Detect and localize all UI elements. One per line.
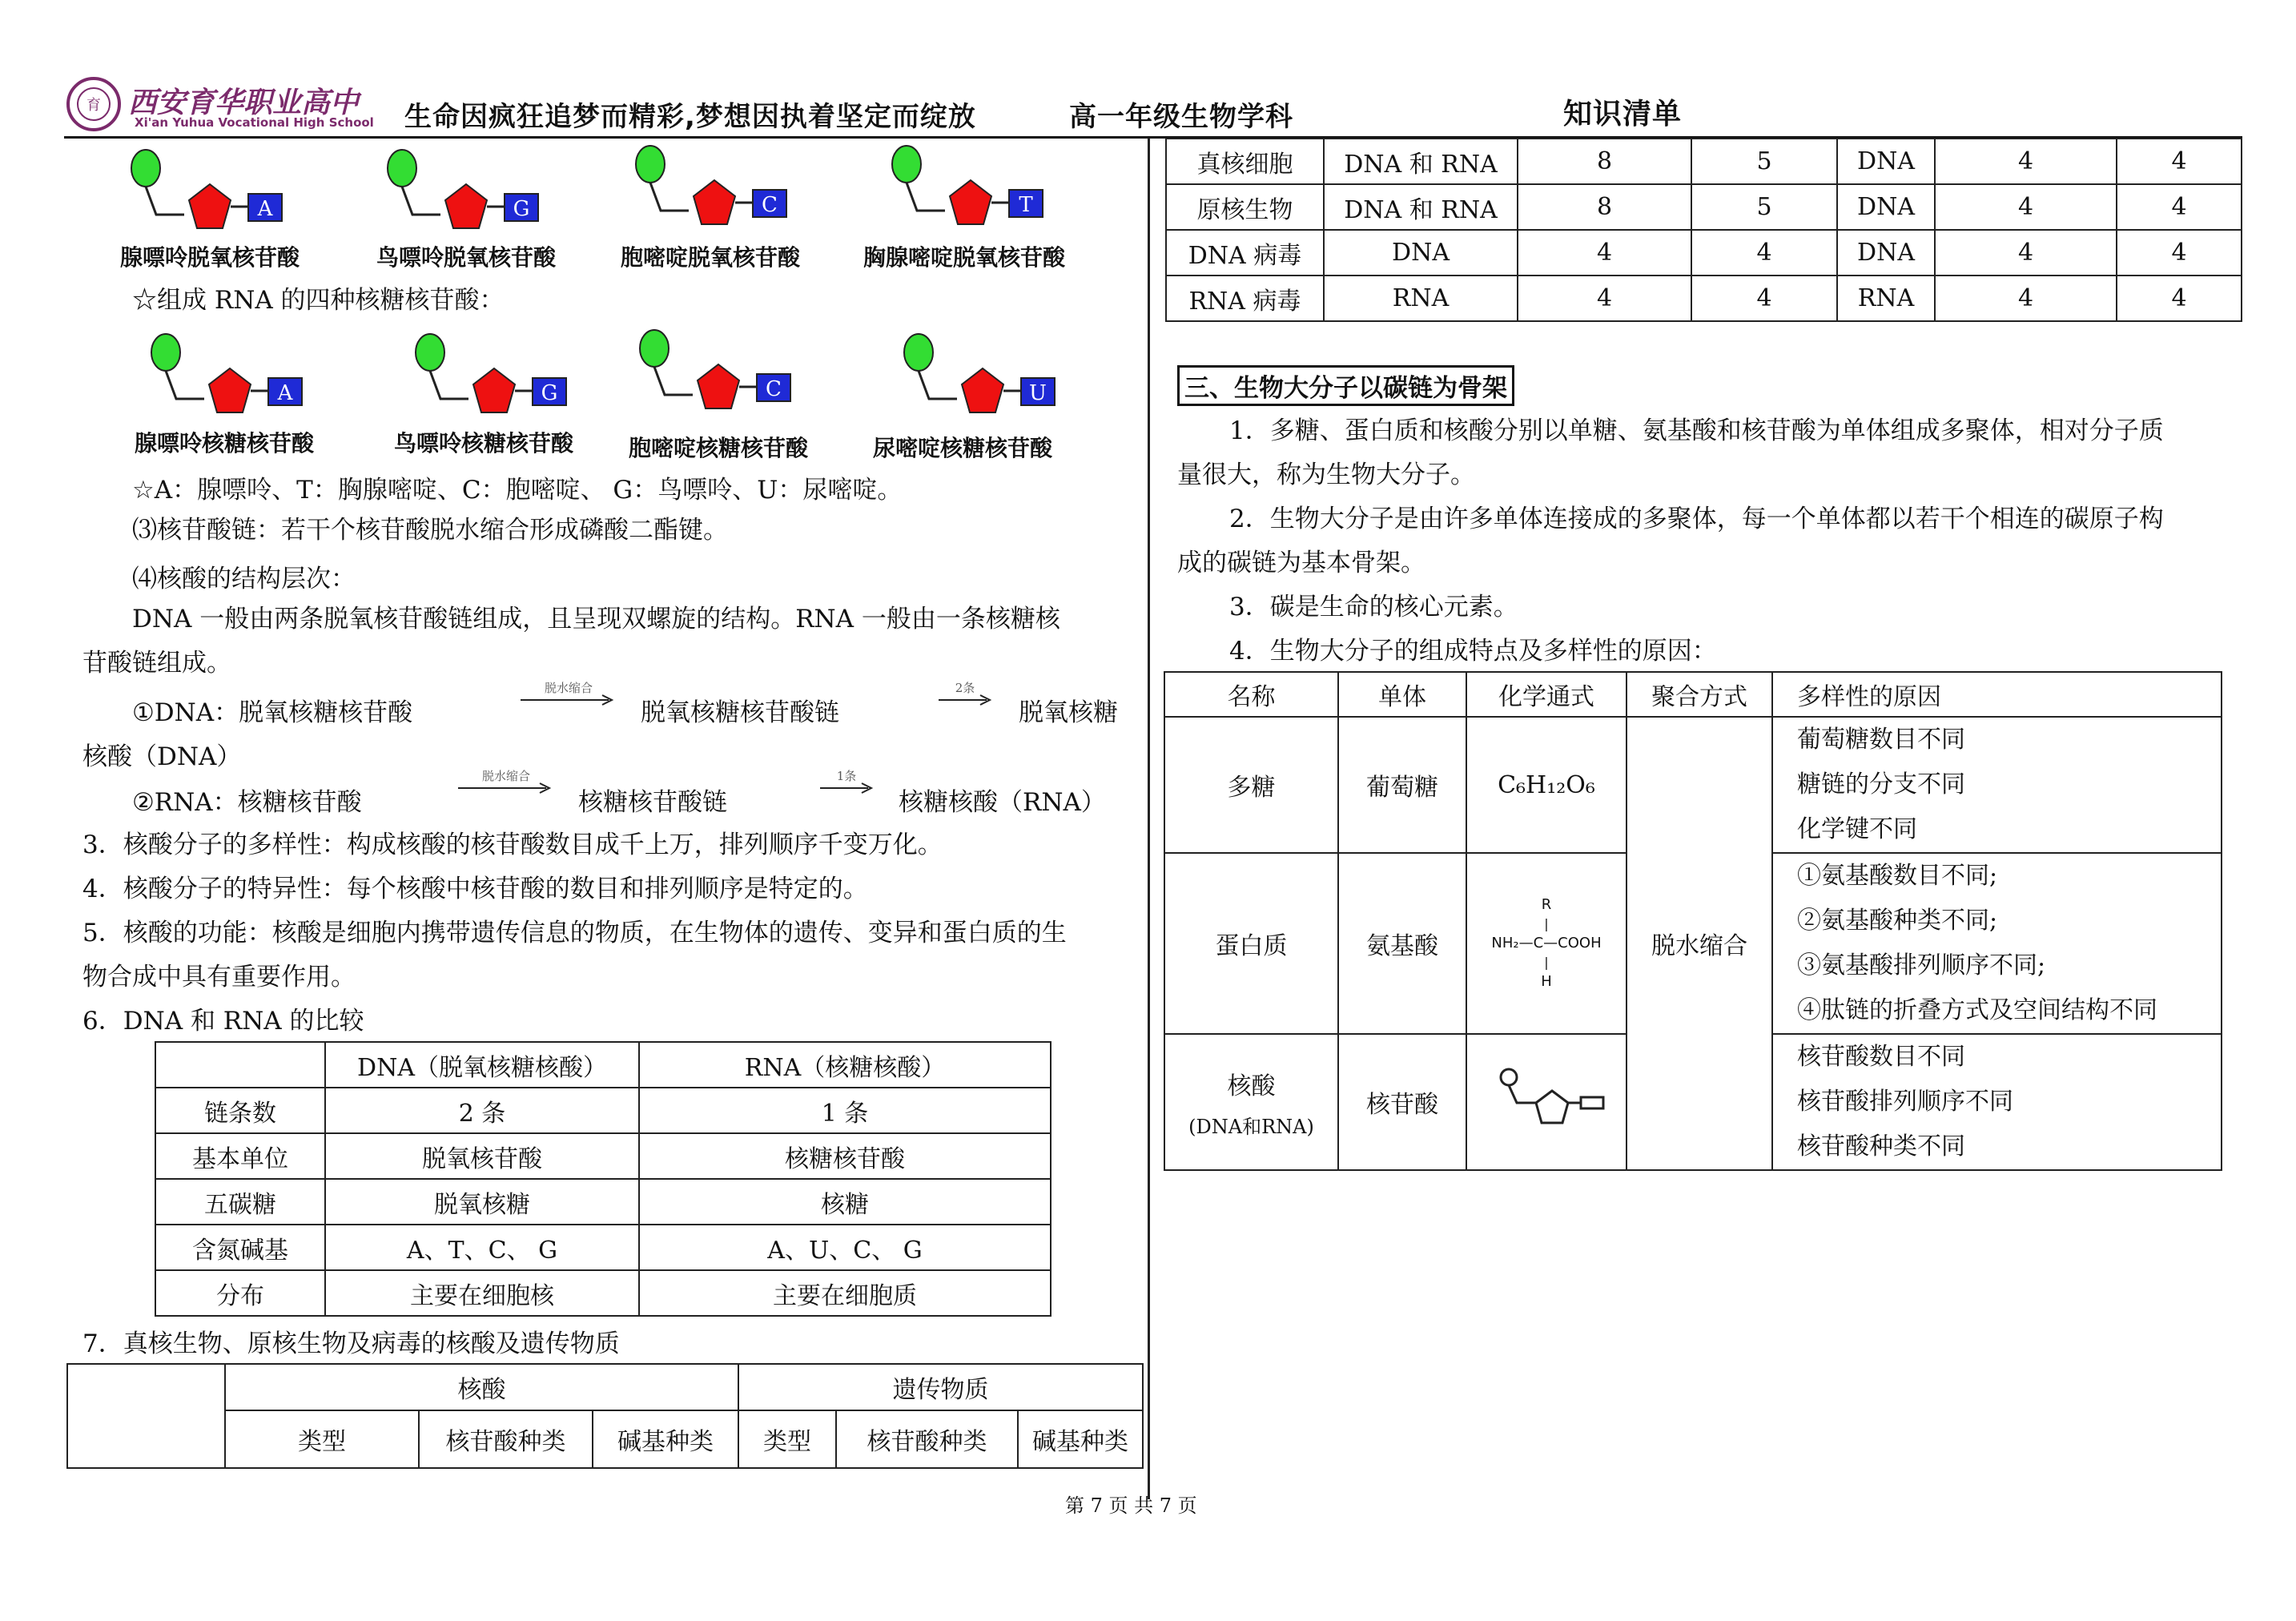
table-cell: 核苷酸 [1338, 1034, 1466, 1170]
table-header-cell: 核苷酸种类 [419, 1410, 593, 1468]
table-cell: 4 [1691, 230, 1837, 276]
table-cell: DNA [1324, 230, 1518, 276]
nucleotide-diagram-icon [148, 328, 316, 432]
table-row [1166, 184, 2242, 230]
table-header-cell: 单体 [1338, 672, 1466, 717]
school-logo-icon [66, 76, 122, 132]
flow-dna-end: 脱氧核糖 [1019, 698, 1118, 727]
svg-text:U: U [1029, 381, 1047, 405]
table-row [1166, 276, 2242, 321]
table-cell: DNA 和 RNA [1324, 184, 1518, 230]
reason-line: 葡萄糖数目不同 [1797, 726, 1965, 754]
table-row [155, 1088, 1051, 1133]
table-header-cell: 类型 [738, 1410, 836, 1468]
comparison-table [155, 1041, 1051, 1317]
rna-intro: ☆组成 RNA 的四种核糖核苷酸： [132, 286, 505, 315]
table-cell: DNA 和 RNA [1324, 139, 1518, 184]
table-cell: 原核生物 [1166, 184, 1324, 230]
table-header-cell: RNA（核糖核酸） [639, 1042, 1051, 1088]
nucleotide-diagram-icon [633, 140, 801, 244]
reason-line: ③氨基酸排列顺序不同; [1797, 951, 2046, 979]
item-function-cont: 物合成中具有重要作用。 [82, 963, 356, 992]
svg-text:T: T [1019, 193, 1033, 217]
table-cell: 4 [1935, 184, 2117, 230]
nucleotide-label: 腺嘌呤脱氧核苷酸 [120, 244, 300, 271]
macromolecule-table [1164, 671, 2222, 1171]
table-header-cell: 类型 [225, 1410, 419, 1468]
nucleic-acid-sub: (DNA和RNA) [1188, 1115, 1314, 1138]
formula-r: R [1541, 896, 1552, 913]
svg-text:G: G [541, 381, 558, 405]
table-cell: 葡萄糖 [1338, 717, 1466, 853]
nucleotide-diagram-icon [637, 324, 805, 428]
reason-line: 糖链的分支不同 [1797, 770, 1965, 798]
table-header-cell: 碱基种类 [1018, 1410, 1143, 1468]
nucleotide-label: 鸟嘌呤核糖核苷酸 [394, 430, 574, 457]
reason-line: 核苷酸种类不同 [1797, 1132, 1965, 1160]
nucleotide-diagram-icon [901, 328, 1069, 432]
organism-table-header [66, 1363, 1144, 1469]
section-title: 三、生物大分子以碳链为骨架 [1177, 365, 1514, 406]
right-arrow-icon [456, 782, 556, 794]
paragraph-chain: ⑶核苷酸链：若干个核苷酸脱水缩合形成磷酸二酯键。 [132, 516, 728, 545]
table-header-cell: 聚合方式 [1627, 672, 1772, 717]
svg-text:G: G [513, 197, 530, 221]
table-header-cell: 碱基种类 [593, 1410, 738, 1468]
reason-line: ②氨基酸种类不同; [1797, 907, 1998, 935]
table-cell [1772, 1034, 2222, 1170]
paragraph-text: 苷酸链组成。 [82, 649, 231, 678]
item-organisms: 7．真核生物、原核生物及病毒的核酸及遗传物质 [82, 1329, 620, 1358]
table-cell: 4 [1935, 230, 2117, 276]
flow-dna-start: ①DNA：脱氧核糖核苷酸 [132, 698, 413, 727]
table-cell: 5 [1691, 184, 1837, 230]
svg-text:A: A [277, 381, 293, 405]
table-cell: 基本单位 [155, 1133, 325, 1179]
reason-line: 核苷酸排列顺序不同 [1797, 1088, 2013, 1116]
table-cell: 主要在细胞质 [639, 1270, 1051, 1316]
chemical-formula: C₆H₁₂O₆ [1466, 717, 1627, 853]
right-arrow-icon [937, 694, 993, 706]
table-cell: 核糖 [639, 1179, 1051, 1225]
table-cell: 5 [1691, 139, 1837, 184]
school-name-en: Xi'an Yuhua Vocational High School [135, 115, 374, 130]
nucleotide-label: 胞嘧啶核糖核苷酸 [629, 435, 809, 461]
formula-main: NH₂—C—COOH [1491, 935, 1602, 951]
table-header-cell: 遗传物质 [738, 1364, 1143, 1410]
nucleotide-diagram-icon [889, 140, 1057, 244]
svg-text:A: A [257, 197, 273, 221]
table-row [155, 1179, 1051, 1225]
table-cell: 含氮碱基 [155, 1225, 325, 1270]
table-cell: 脱氧核苷酸 [325, 1133, 639, 1179]
table-cell: 4 [1691, 276, 1837, 321]
table-cell: 8 [1518, 139, 1691, 184]
table-cell [1772, 853, 2222, 1034]
nucleotide-label: 鸟嘌呤脱氧核苷酸 [376, 244, 557, 271]
reason-line: 化学键不同 [1797, 815, 1917, 843]
table-row [155, 1270, 1051, 1316]
flow-dna-end-cont: 核酸（DNA） [82, 742, 242, 771]
table-row [155, 1225, 1051, 1270]
reason-line: 核苷酸数目不同 [1797, 1043, 1965, 1071]
item-comparison: 6．DNA 和 RNA 的比较 [82, 1007, 364, 1036]
nucleotide-structure-cell [1466, 1034, 1627, 1170]
paragraph-text: 量很大，称为生物大分子。 [1177, 461, 1475, 489]
table-row [1166, 230, 2242, 276]
amino-acid-formula: R | NH₂—C—COOH | H [1466, 853, 1627, 1034]
table-cell: 8 [1518, 184, 1691, 230]
svg-text:C: C [762, 193, 778, 217]
page-header [0, 0, 2296, 140]
arrow-label: 脱水缩合 [481, 769, 530, 783]
item-function: 5．核酸的功能：核酸是细胞内携带遗传信息的物质，在生物体的遗传、变异和蛋白质的生 [82, 919, 1067, 947]
table-cell: 4 [2117, 139, 2242, 184]
table-cell: 真核细胞 [1166, 139, 1324, 184]
table-cell: 4 [2117, 184, 2242, 230]
table-header-cell: 多样性的原因 [1772, 672, 2222, 717]
paragraph-text: 成的碳链为基本骨架。 [1177, 549, 1425, 577]
table-cell [1164, 1034, 1338, 1170]
table-cell: 1 条 [639, 1088, 1051, 1133]
table-cell: 4 [1518, 276, 1691, 321]
table-cell: 五碳糖 [155, 1179, 325, 1225]
nucleotide-label: 胸腺嘧啶脱氧核苷酸 [863, 244, 1066, 271]
table-row [155, 1133, 1051, 1179]
table-header-cell: 核酸 [225, 1364, 738, 1410]
table-cell: 蛋白质 [1164, 853, 1338, 1034]
table-cell: DNA [1837, 184, 1935, 230]
organism-table-body [1165, 138, 2242, 322]
table-cell: 分布 [155, 1270, 325, 1316]
table-cell: A、U、C、 G [639, 1225, 1051, 1270]
arrow-label: 脱水缩合 [544, 681, 593, 695]
school-name: 西安育华职业高中 [128, 86, 360, 119]
table-cell: 4 [1935, 276, 2117, 321]
svg-text:C: C [766, 377, 782, 401]
table-header-cell [155, 1042, 325, 1088]
table-header-cell: 名称 [1164, 672, 1338, 717]
flow-rna-start: ②RNA：核糖核苷酸 [132, 788, 362, 817]
table-cell: DNA [1837, 139, 1935, 184]
table-cell: 核糖核苷酸 [639, 1133, 1051, 1179]
table-cell: 脱氧核糖 [325, 1179, 639, 1225]
paragraph-structure: ⑷核酸的结构层次： [132, 565, 356, 593]
table-cell: 脱水缩合 [1627, 717, 1772, 1170]
table-cell: DNA 病毒 [1166, 230, 1324, 276]
arrow-label: 2条 [955, 681, 975, 695]
table-cell: 氨基酸 [1338, 853, 1466, 1034]
table-cell: 4 [2117, 276, 2242, 321]
right-arrow-icon [818, 782, 875, 794]
nucleotide-diagram-icon [128, 144, 296, 248]
paragraph-text: 2．生物大分子是由许多单体连接成的多聚体，每一个单体都以若干个相连的碳原子构 [1229, 505, 2164, 533]
table-cell: 多糖 [1164, 717, 1338, 853]
nucleotide-label: 胞嘧啶脱氧核苷酸 [621, 244, 801, 271]
table-cell: 链条数 [155, 1088, 325, 1133]
table-header-cell: 化学通式 [1466, 672, 1627, 717]
arrow-label: 1条 [836, 769, 857, 783]
header-motto: 生命因疯狂追梦而精彩,梦想因执着坚定而绽放 [404, 101, 976, 133]
nucleotide-diagram-icon [412, 328, 581, 432]
item-diversity: 3．核酸分子的多样性：构成核酸的核苷酸数目成千上万，排列顺序千变万化。 [82, 831, 943, 859]
table-header-cell: 核苷酸种类 [836, 1410, 1018, 1468]
table-cell: 主要在细胞核 [325, 1270, 639, 1316]
formula-h: H [1541, 973, 1552, 990]
base-note: ☆A：腺嘌呤、T：胸腺嘧啶、C：胞嘧啶、 G：鸟嘌呤、U：尿嘧啶。 [132, 476, 903, 505]
table-cell: 4 [2117, 230, 2242, 276]
header-grade-subject: 高一年级生物学科 [1069, 101, 1293, 133]
item-specificity: 4．核酸分子的特异性：每个核酸中核苷酸的数目和排列顺序是特定的。 [82, 875, 868, 903]
page-footer: 第 7 页 共 7 页 [1065, 1494, 1197, 1517]
reason-line: ④肽链的折叠方式及空间结构不同 [1797, 996, 2157, 1024]
table-cell: 4 [1518, 230, 1691, 276]
reason-line: ①氨基酸数目不同; [1797, 862, 1998, 890]
table-cell: 2 条 [325, 1088, 639, 1133]
table-cell: DNA [1837, 230, 1935, 276]
paragraph-text: 3．碳是生命的核心元素。 [1229, 593, 1518, 621]
table-row [1166, 139, 2242, 184]
nucleotide-label: 尿嘧啶核糖核苷酸 [873, 435, 1053, 461]
table-cell: RNA 病毒 [1166, 276, 1324, 321]
paragraph-text: 4．生物大分子的组成特点及多样性的原因： [1229, 637, 1717, 666]
nucleotide-structure-icon [1486, 1055, 1606, 1143]
paragraph-text: DNA 一般由两条脱氧核苷酸链组成，且呈现双螺旋的结构。RNA 一般由一条核糖核 [132, 605, 1060, 634]
table-header-cell: DNA（脱氧核糖核酸） [325, 1042, 639, 1088]
nucleotide-diagram-icon [384, 144, 553, 248]
paragraph-text: 1．多糖、蛋白质和核酸分别以单糖、氨基酸和核苷酸为单体组成多聚体，相对分子质 [1229, 416, 2164, 445]
table-cell: RNA [1837, 276, 1935, 321]
flow-dna-chain: 脱氧核糖核苷酸链 [641, 698, 839, 727]
table-cell: RNA [1324, 276, 1518, 321]
flow-rna-end: 核糖核酸（RNA） [899, 788, 1106, 817]
table-cell: 4 [1935, 139, 2117, 184]
column-divider [1148, 138, 1150, 1499]
right-arrow-icon [519, 694, 618, 706]
header-doc-type: 知识清单 [1563, 98, 1683, 131]
nucleotide-label: 腺嘌呤核糖核苷酸 [135, 430, 315, 457]
table-cell [1772, 717, 2222, 853]
flow-rna-chain: 核糖核苷酸链 [578, 788, 727, 817]
table-cell: A、T、C、 G [325, 1225, 639, 1270]
table-row [1164, 717, 2222, 853]
nucleic-acid-name: 核酸 [1227, 1072, 1276, 1100]
svg-text:育: 育 [86, 97, 101, 114]
table-cell [67, 1364, 225, 1468]
